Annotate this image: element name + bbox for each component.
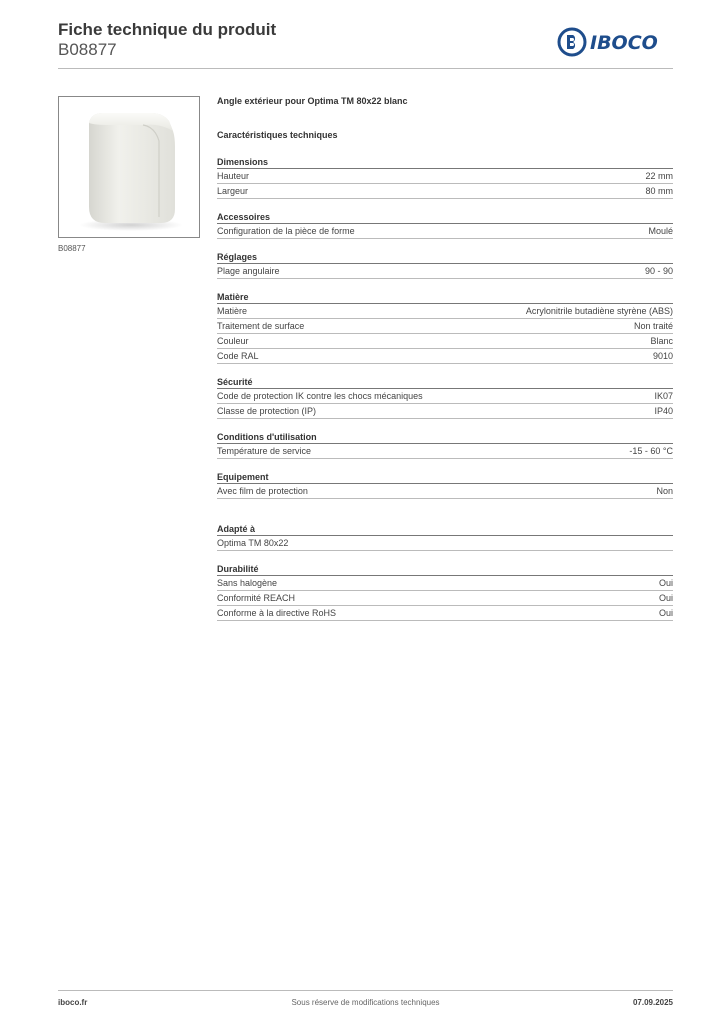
spec-label: Classe de protection (IP) xyxy=(217,406,317,416)
spec-section xyxy=(217,291,673,364)
spec-row xyxy=(217,389,673,404)
spec-section xyxy=(217,431,673,459)
section-title: Conditions d'utilisation xyxy=(217,431,673,444)
spec-value: Non traité xyxy=(633,321,673,331)
spec-value: IP40 xyxy=(654,406,673,416)
spec-value: Oui xyxy=(658,608,673,618)
spec-label: Largeur xyxy=(217,186,249,196)
header-divider xyxy=(58,68,673,69)
spec-row xyxy=(217,536,673,551)
spec-row xyxy=(217,224,673,239)
spec-section xyxy=(217,471,673,499)
spec-row xyxy=(217,334,673,349)
spec-value: -15 - 60 °C xyxy=(629,446,673,456)
footer-website[interactable]: iboco.fr xyxy=(58,998,88,1007)
spec-value: 22 mm xyxy=(645,171,673,181)
spec-label: Code RAL xyxy=(217,351,259,361)
spec-row xyxy=(217,484,673,499)
spec-value: Blanc xyxy=(650,336,673,346)
spec-row xyxy=(217,304,673,319)
section-title: Accessoires xyxy=(217,211,673,224)
logo-text: IBOCO xyxy=(590,32,658,54)
section-title: Réglages xyxy=(217,251,673,264)
spec-row xyxy=(217,349,673,364)
spec-label: Hauteur xyxy=(217,171,250,181)
spec-label: Sans halogène xyxy=(217,578,278,588)
spec-value: Oui xyxy=(658,593,673,603)
spec-row xyxy=(217,169,673,184)
spec-value: 90 - 90 xyxy=(644,266,673,276)
spec-value: 9010 xyxy=(652,351,673,361)
spec-label: Optima TM 80x22 xyxy=(217,538,289,548)
spec-section xyxy=(217,251,673,279)
image-caption: B08877 xyxy=(58,244,86,253)
spec-row xyxy=(217,319,673,334)
section-title: Durabilité xyxy=(217,563,673,576)
spec-value: Oui xyxy=(658,578,673,588)
page-header xyxy=(58,20,673,68)
spec-row xyxy=(217,606,673,621)
product-reference: B08877 xyxy=(58,40,117,59)
spec-value: IK07 xyxy=(654,391,673,401)
spec-section xyxy=(217,211,673,239)
footer-divider xyxy=(58,990,673,991)
spec-section xyxy=(217,156,673,199)
spec-section xyxy=(217,376,673,419)
product-name: Angle extérieur pour Optima TM 80x22 blanc xyxy=(217,96,408,106)
spec-label: Matière xyxy=(217,306,248,316)
spec-label: Plage angulaire xyxy=(217,266,280,276)
spec-label: Configuration de la pièce de forme xyxy=(217,226,355,236)
spec-row xyxy=(217,444,673,459)
adapted-section xyxy=(217,523,673,551)
spec-value: 80 mm xyxy=(645,186,673,196)
section-title: Adapté à xyxy=(217,523,673,536)
footer-notice: Sous réserve de modifications techniques xyxy=(291,998,440,1007)
spec-label: Couleur xyxy=(217,336,249,346)
spec-label: Température de service xyxy=(217,446,312,456)
spec-label: Avec film de protection xyxy=(217,486,308,496)
durability-section xyxy=(217,563,673,621)
page-footer xyxy=(58,998,673,1010)
spec-value: Non xyxy=(656,486,673,496)
spec-row xyxy=(217,591,673,606)
spec-content xyxy=(217,96,673,621)
spec-heading: Caractéristiques techniques xyxy=(217,130,338,140)
page-title: Fiche technique du produit xyxy=(58,20,277,39)
spec-label: Conforme à la directive RoHS xyxy=(217,608,337,618)
spec-label: Conformité REACH xyxy=(217,593,296,603)
spec-row xyxy=(217,264,673,279)
spec-label: Traitement de surface xyxy=(217,321,305,331)
spec-label: Code de protection IK contre les chocs mécaniques xyxy=(217,391,423,401)
section-title: Equipement xyxy=(217,471,673,484)
spec-row xyxy=(217,404,673,419)
footer-date: 07.09.2025 xyxy=(632,998,673,1007)
spec-row xyxy=(217,184,673,199)
product-image xyxy=(58,96,200,238)
spec-value: Acrylonitrile butadiène styrène (ABS) xyxy=(525,306,673,316)
section-title: Sécurité xyxy=(217,376,673,389)
section-title: Matière xyxy=(217,291,673,304)
product-photo-icon xyxy=(59,97,199,237)
spec-value: Moulé xyxy=(648,226,673,236)
iboco-logo xyxy=(557,26,673,58)
spec-row xyxy=(217,576,673,591)
spec-sections xyxy=(217,156,673,499)
section-title: Dimensions xyxy=(217,156,673,169)
